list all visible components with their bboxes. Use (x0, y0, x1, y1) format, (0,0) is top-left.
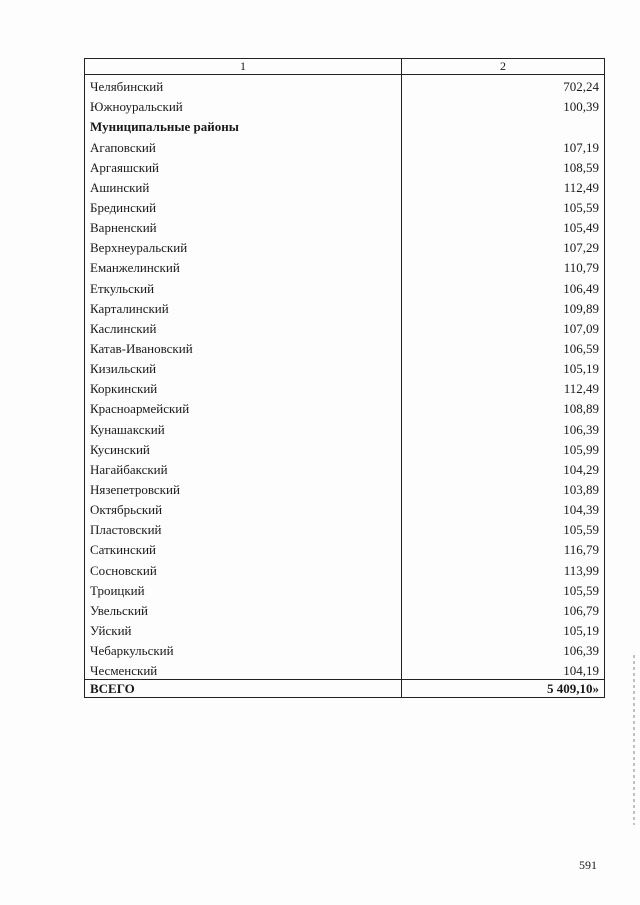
district-value: 105,59 (402, 518, 605, 538)
district-name: Агаповский (85, 135, 402, 155)
district-name: Кизильский (85, 357, 402, 377)
table-row (85, 377, 605, 397)
district-name: Ашинский (85, 176, 402, 196)
table-row (85, 518, 605, 538)
district-value: 108,89 (402, 397, 605, 417)
table-row (85, 659, 605, 680)
district-value: 104,19 (402, 659, 605, 680)
page-number: 591 (579, 858, 597, 872)
total-value: 5 409,10» (402, 680, 605, 698)
district-value: 103,89 (402, 478, 605, 498)
district-name: Красноармейский (85, 397, 402, 417)
district-name: Увельский (85, 599, 402, 619)
district-value: 105,59 (402, 196, 605, 216)
table-row (85, 458, 605, 478)
district-value: 106,59 (402, 337, 605, 357)
district-value (402, 115, 605, 135)
table-row (85, 256, 605, 276)
table-row (85, 417, 605, 437)
district-value: 104,29 (402, 458, 605, 478)
table-row (85, 297, 605, 317)
table-row (85, 498, 605, 518)
total-label: ВСЕГО (85, 680, 402, 698)
district-value: 106,79 (402, 599, 605, 619)
district-name: Пластовский (85, 518, 402, 538)
district-value: 109,89 (402, 297, 605, 317)
district-name: Варненский (85, 216, 402, 236)
district-value: 108,59 (402, 156, 605, 176)
district-name: Челябинский (85, 75, 402, 96)
data-table (84, 58, 605, 698)
table-header-row (85, 59, 605, 75)
section-heading: Муниципальные районы (85, 115, 402, 135)
total-row (85, 680, 605, 698)
district-value: 105,19 (402, 619, 605, 639)
table-row (85, 135, 605, 155)
table-row (85, 438, 605, 458)
table-row (85, 558, 605, 578)
district-value: 105,49 (402, 216, 605, 236)
district-value: 113,99 (402, 558, 605, 578)
table-row (85, 599, 605, 619)
district-name: Каслинский (85, 317, 402, 337)
column-header-2: 2 (402, 59, 605, 75)
district-name: Еманжелинский (85, 256, 402, 276)
district-value: 107,09 (402, 317, 605, 337)
district-value: 107,29 (402, 236, 605, 256)
district-name: Саткинский (85, 538, 402, 558)
table-row (85, 156, 605, 176)
table-body (85, 75, 605, 680)
district-name: Кусинский (85, 438, 402, 458)
table-row (85, 196, 605, 216)
district-name: Брединский (85, 196, 402, 216)
district-name: Еткульский (85, 276, 402, 296)
district-value: 106,49 (402, 276, 605, 296)
district-name: Карталинский (85, 297, 402, 317)
table-row (85, 357, 605, 377)
district-name: Аргаяшский (85, 156, 402, 176)
table-row (85, 337, 605, 357)
district-value: 105,19 (402, 357, 605, 377)
table-row (85, 95, 605, 115)
table-row (85, 317, 605, 337)
section-heading-row (85, 115, 605, 135)
table-row (85, 478, 605, 498)
district-name: Чебаркульский (85, 639, 402, 659)
district-name: Сосновский (85, 558, 402, 578)
table-row (85, 276, 605, 296)
district-name: Октябрьский (85, 498, 402, 518)
table-row (85, 538, 605, 558)
district-value: 112,49 (402, 176, 605, 196)
district-value: 112,49 (402, 377, 605, 397)
table-row (85, 619, 605, 639)
district-name: Чесменский (85, 659, 402, 680)
district-name: Кунашакский (85, 417, 402, 437)
district-name: Верхнеуральский (85, 236, 402, 256)
district-value: 104,39 (402, 498, 605, 518)
table-row (85, 579, 605, 599)
district-name: Троицкий (85, 579, 402, 599)
district-name: Нязепетровский (85, 478, 402, 498)
district-value: 105,99 (402, 438, 605, 458)
district-name: Нагайбакский (85, 458, 402, 478)
table-row (85, 176, 605, 196)
table-row (85, 639, 605, 659)
column-header-1: 1 (85, 59, 402, 75)
district-value: 702,24 (402, 75, 605, 96)
table-row (85, 216, 605, 236)
table-row (85, 236, 605, 256)
district-name: Катав-Ивановский (85, 337, 402, 357)
district-value: 116,79 (402, 538, 605, 558)
district-value: 107,19 (402, 135, 605, 155)
table-row (85, 75, 605, 96)
district-name: Уйский (85, 619, 402, 639)
district-value: 100,39 (402, 95, 605, 115)
district-name: Коркинский (85, 377, 402, 397)
scan-edge-mark (633, 655, 635, 825)
district-value: 110,79 (402, 256, 605, 276)
table-row (85, 397, 605, 417)
district-name: Южноуральский (85, 95, 402, 115)
district-value: 105,59 (402, 579, 605, 599)
district-value: 106,39 (402, 639, 605, 659)
district-value: 106,39 (402, 417, 605, 437)
